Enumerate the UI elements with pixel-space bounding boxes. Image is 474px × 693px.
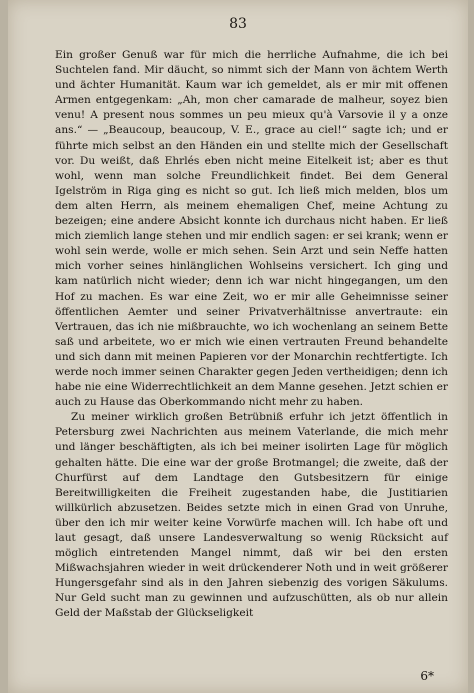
- signature-mark: 6*: [420, 669, 434, 683]
- paragraph-1: Ein großer Genuß war für mich die herrliche Aufnahme, die ich bei Suchtelen fand. Mir däucht, so nimmt sich der Mann von ächtem Werth und ächter Humanität. Kaum war ich gemeldet, als er mir mit offenen Armen entgegenkam: „Ah, mon cher camarade de malheur, soyez bien venu! A present nous sommes un peu mieux qu'à Varsovie il y a onze ans.“ — „Beaucoup, beaucoup, V. E., grace au ciel!“ sagte ich; und er führte mich selbst an den Händen ein und stellte mich der Gesellschaft vor. Du weißt, daß Ehrlés eben nicht meine Eitelkeit ist; aber es thut wohl, wenn man solche Freundlichkeit findet. Bei dem General Igelström in Riga ging es nicht so gut. Ich ließ mich melden, blos um dem alten Herrn, als meinem ehemaligen Chef, meine Achtung zu bezeigen; eine andere Absicht konnte ich durchaus nicht haben. Er ließ mich ziemlich lange stehen und mir endlich sagen: er sei krank; wenn er wohl sein werde, wolle er mich sehen. Sein Arzt und sein Neffe hatten mich vorher seines hinlänglichen Wohlseins versichert. Ich ging und kam natürlich nicht wieder; denn ich war nicht hingegangen, um den Hof zu machen. Es war eine Zeit, wo er mir alle Geheimnisse seiner öffentlichen Aemter und seiner Privatverhältnisse anvertraute: ein Vertrauen, das ich nie mißbrauchte, wo ich wochenlang an seinem Bette saß und arbeitete, wo er mich wie einen vertrauten Freund behandelte und sich dann mit meinen Papieren vor der Monarchin rechtfertigte. Ich werde noch immer seinen Charakter gegen Jeden vertheidigen; denn ich habe nie eine Widerrechtlichkeit an dem Manne gesehen. Jetzt schien er auch zu Hause das Oberkommando nicht mehr zu haben.: [55, 49, 448, 409]
- book-page: [8, 0, 468, 693]
- page-number: 83: [229, 16, 247, 32]
- paragraph-2: Zu meiner wirklich großen Betrübniß erfuhr ich jetzt öffentlich in Petersburg zwei Nachrichten aus meinem Vaterlande, die mich mehr und länger beschäftigten, als ich bei meiner isolirten Lage für möglich gehalten hätte. Die eine war der große Brotmangel; die zweite, daß der Churfürst auf dem Landtage den Gutsbesitzern für einige Bereitwilligkeiten die Freiheit zugestanden habe, die Justitiarien willkürlich abzusetzen. Beides setzte mich in einen Grad von Unruhe, über den ich mir weiter keine Vorwürfe machen will. Ich habe oft und laut gesagt, daß unsere Landesverwaltung so wenig Rücksicht auf möglich eintretenden Mangel nimmt, daß wir bei den ersten Mißwachsjahren wieder in weit drückenderer Noth und in weit größerer Hungersgefahr sind als in den Jahren siebenzig des vorigen Säkulums. Nur Geld sucht man zu gewinnen und aufzuschütten, als ob nur allein Geld der Maßstab der Glückseligkeit: [55, 411, 448, 620]
- body-text: [55, 48, 448, 622]
